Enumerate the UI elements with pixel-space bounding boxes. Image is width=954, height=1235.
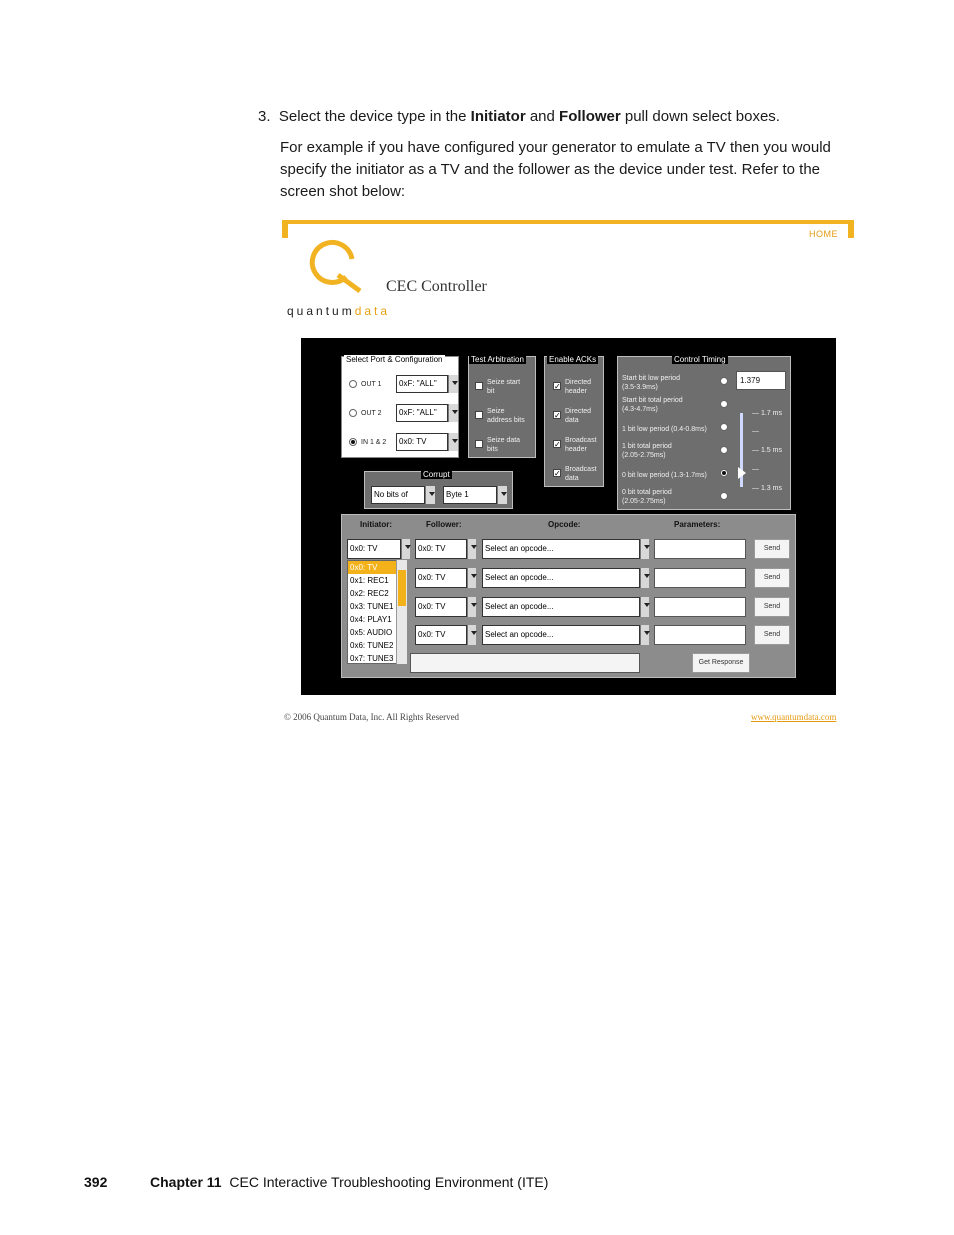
label-line: 1 bit low period (0.4-0.8ms) <box>622 426 707 433</box>
in12-radio[interactable] <box>349 438 357 446</box>
directed-header-checkbox[interactable]: ✓ <box>554 382 561 391</box>
label-line: data <box>565 475 579 482</box>
tick-mark: — <box>752 428 759 435</box>
initiator-header: Initiator: <box>360 520 392 529</box>
chevron-down-icon[interactable] <box>467 625 476 645</box>
dropdown-option[interactable]: 0x2: REC2 <box>350 589 389 598</box>
step-number: 3. <box>258 108 271 125</box>
parameters-input[interactable] <box>654 568 746 588</box>
group-title: Enable ACKs <box>549 355 597 364</box>
label-line: (3.5-3.9ms) <box>622 384 658 391</box>
parameters-input[interactable] <box>654 597 746 617</box>
follower-term: Follower <box>559 108 621 125</box>
directed-data-label <box>565 407 591 425</box>
timing-label <box>622 442 672 460</box>
page-number: 392 <box>84 1174 108 1190</box>
label-line: 0 bit low period (1.3-1.7ms) <box>622 472 707 479</box>
home-link[interactable]: HOME <box>809 229 838 239</box>
paragraph-line: For example if you have configured your generator to emulate a TV then you would <box>280 139 831 156</box>
paragraph-line: screen shot below: <box>280 183 406 200</box>
out2-radio[interactable] <box>349 409 357 417</box>
step-text-mid: and <box>525 108 560 125</box>
top-bar <box>282 220 854 224</box>
brand-data: data <box>354 304 391 318</box>
label-line: 1 bit total period <box>622 443 672 450</box>
out1-label: OUT 1 <box>361 381 382 388</box>
dropdown-scrollbar[interactable] <box>396 560 407 664</box>
step-3 <box>258 106 858 128</box>
slider-thumb-icon[interactable] <box>738 467 746 479</box>
copyright: © 2006 Quantum Data, Inc. All Rights Reserved <box>284 712 460 722</box>
dropdown-option[interactable]: 0x3: TUNE1 <box>350 602 394 611</box>
app-title: CEC Controller <box>386 278 487 295</box>
step-text: Select the device type in the <box>278 108 471 125</box>
seize-start-bit-label <box>487 378 520 396</box>
group-title: Test Arbitration <box>471 355 524 364</box>
broadcast-header-label <box>565 436 597 454</box>
dropdown-option[interactable]: 0x4: PLAY1 <box>350 615 392 624</box>
chapter-label: Chapter 11 <box>150 1174 222 1190</box>
timing-label <box>622 488 672 506</box>
parameters-input[interactable] <box>654 539 746 559</box>
paragraph-line: specify the initiator as a TV and the follower as the device under test. Refer to the <box>280 161 821 178</box>
enable-acks-group <box>544 356 604 487</box>
corrupt-bits-select[interactable]: No bits of <box>371 486 425 504</box>
label-line: Broadcast <box>565 437 597 444</box>
in12-label: IN 1 & 2 <box>361 439 387 446</box>
tick-label: — 1.5 ms <box>752 447 782 454</box>
tick-label: — 1.3 ms <box>752 485 782 492</box>
label-line: header <box>565 388 587 395</box>
start-bit-total-radio[interactable] <box>720 400 728 408</box>
dropdown-option[interactable]: 0x7: TUNE3 <box>350 654 394 663</box>
label-line: 0 bit total period <box>622 489 672 496</box>
parameters-header: Parameters: <box>674 520 721 529</box>
chevron-down-icon[interactable] <box>448 375 458 393</box>
chevron-down-icon[interactable] <box>467 597 476 617</box>
follower-select[interactable]: 0x0: TV <box>415 625 467 645</box>
corrupt-group <box>364 471 513 509</box>
get-response-button[interactable]: Get Response <box>692 653 750 673</box>
seize-address-bits-label <box>487 407 525 425</box>
timing-label <box>622 471 707 480</box>
out2-select[interactable]: 0xF: "ALL" <box>396 404 448 422</box>
label-line: bits <box>487 446 498 453</box>
label-line: Directed <box>565 408 592 415</box>
out1-select[interactable]: 0xF: "ALL" <box>396 375 448 393</box>
out2-label: OUT 2 <box>361 410 382 417</box>
seize-data-bits-label <box>487 436 520 454</box>
chevron-down-icon[interactable] <box>425 486 435 504</box>
brand-quantum: quantum <box>287 304 355 318</box>
label-line: address bits <box>487 417 525 424</box>
chevron-down-icon[interactable] <box>497 486 507 504</box>
label-line: bit <box>487 388 495 395</box>
test-arbitration-group <box>468 356 536 458</box>
follower-header: Follower: <box>426 520 462 529</box>
label-line: header <box>565 446 587 453</box>
chevron-down-icon[interactable] <box>467 539 476 559</box>
send-button[interactable]: Send <box>754 568 790 588</box>
seize-data-bits-checkbox[interactable] <box>475 440 483 448</box>
zero-bit-total-radio[interactable] <box>720 492 728 500</box>
one-bit-low-radio[interactable] <box>720 423 728 431</box>
zero-bit-low-radio[interactable] <box>720 469 728 477</box>
opcode-select[interactable]: Select an opcode... <box>482 539 640 559</box>
group-title: Control Timing <box>674 355 726 364</box>
website-link[interactable]: www.quantumdata.com <box>751 712 837 722</box>
send-button[interactable]: Send <box>754 625 790 645</box>
chapter-title: CEC Interactive Troubleshooting Environment (ITE) <box>229 1174 549 1190</box>
seize-address-bits-checkbox[interactable] <box>475 411 483 419</box>
label-line: Broadcast <box>565 466 597 473</box>
label-line: Seize <box>487 408 505 415</box>
explanation-paragraph <box>280 137 880 203</box>
corrupt-byte-select[interactable]: Byte 1 <box>443 486 497 504</box>
group-title: Select Port & Configuration <box>346 355 443 364</box>
label-line: (2.05-2.75ms) <box>622 498 666 505</box>
timing-label <box>622 425 707 434</box>
opcode-select[interactable]: Select an opcode... <box>482 568 640 588</box>
screenshot-figure <box>282 220 856 730</box>
chevron-down-icon[interactable] <box>640 568 649 588</box>
tick-value: 1.7 ms <box>760 410 782 417</box>
broadcast-data-checkbox[interactable]: ✓ <box>554 469 561 478</box>
dropdown-option[interactable]: 0x5: AUDIO <box>350 628 393 637</box>
follower-select[interactable]: 0x0: TV <box>415 539 467 559</box>
tick-value: 1.5 ms <box>760 447 782 454</box>
label-line: Seize start <box>487 379 521 386</box>
label-line: Seize data <box>487 437 521 444</box>
timing-label <box>622 396 683 414</box>
seize-start-bit-checkbox[interactable] <box>475 382 483 390</box>
message-panel <box>341 514 796 678</box>
send-button[interactable]: Send <box>754 539 790 559</box>
chevron-down-icon[interactable] <box>448 433 458 451</box>
parameters-input[interactable] <box>654 625 746 645</box>
scroll-thumb[interactable] <box>398 570 406 606</box>
top-bar-right-edge <box>848 220 854 238</box>
directed-header-label <box>565 378 591 396</box>
quantum-q-logo-icon <box>302 237 366 295</box>
controller-panel <box>301 338 836 695</box>
chevron-down-icon[interactable] <box>448 404 458 422</box>
timing-label <box>622 374 680 392</box>
chapter-footer <box>150 1174 548 1190</box>
label-line: data <box>565 417 579 424</box>
directed-data-checkbox[interactable]: ✓ <box>554 411 561 420</box>
port-config-group <box>341 356 459 458</box>
tick-mark: — <box>752 466 759 473</box>
broadcast-data-label <box>565 465 597 483</box>
broadcast-header-checkbox[interactable]: ✓ <box>554 440 561 449</box>
step-text-end: pull down select boxes. <box>620 108 780 125</box>
label-line: Start bit low period <box>622 375 680 382</box>
tick-value: 1.3 ms <box>760 485 782 492</box>
opcode-header: Opcode: <box>548 520 581 529</box>
send-button[interactable]: Send <box>754 597 790 617</box>
chevron-down-icon[interactable] <box>640 539 649 559</box>
dropdown-option[interactable]: 0x0: TV <box>348 561 406 574</box>
in12-select[interactable]: 0x0: TV <box>396 433 448 451</box>
group-title: Corrupt <box>423 470 450 479</box>
chevron-down-icon[interactable] <box>401 539 410 559</box>
label-line: Start bit total period <box>622 397 683 404</box>
label-line: (4.3-4.7ms) <box>622 406 658 413</box>
timing-value-input[interactable]: 1.379 <box>736 371 786 390</box>
tick-label: — 1.7 ms <box>752 410 782 417</box>
chevron-down-icon[interactable] <box>640 597 649 617</box>
label-line: (2.05-2.75ms) <box>622 452 666 459</box>
label-line: Directed <box>565 379 592 386</box>
dropdown-option[interactable]: 0x1: REC1 <box>350 576 389 585</box>
dropdown-option[interactable]: 0x6: TUNE2 <box>350 641 394 650</box>
initiator-select[interactable]: 0x0: TV <box>347 539 401 559</box>
follower-select[interactable]: 0x0: TV <box>415 597 467 617</box>
out1-radio[interactable] <box>349 380 357 388</box>
chevron-down-icon[interactable] <box>640 625 649 645</box>
initiator-term: Initiator <box>470 108 526 125</box>
follower-select[interactable]: 0x0: TV <box>415 568 467 588</box>
chevron-down-icon[interactable] <box>467 568 476 588</box>
top-bar-left-edge <box>282 220 288 238</box>
opcode-select[interactable]: Select an opcode... <box>482 625 640 645</box>
start-bit-low-radio[interactable] <box>720 377 728 385</box>
response-field[interactable] <box>410 653 640 673</box>
opcode-select[interactable]: Select an opcode... <box>482 597 640 617</box>
brand-wordmark <box>287 304 390 318</box>
control-timing-group <box>617 356 791 510</box>
one-bit-total-radio[interactable] <box>720 446 728 454</box>
